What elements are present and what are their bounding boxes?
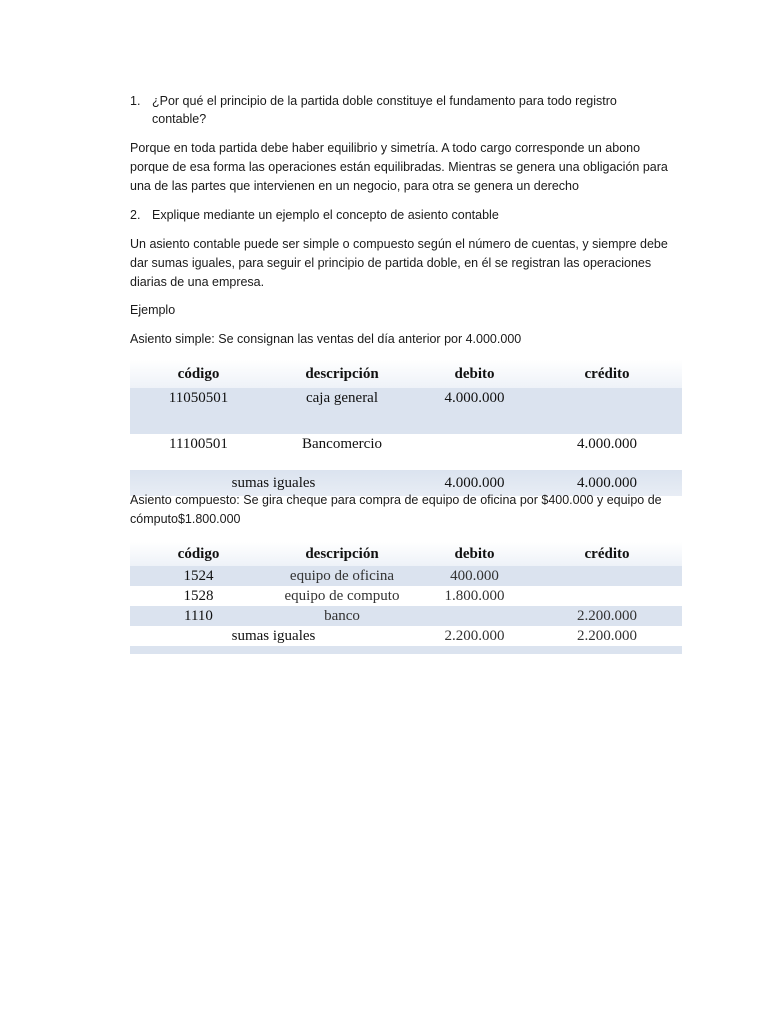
- row-spacer: [130, 460, 682, 470]
- cell-code: 11100501: [169, 436, 228, 452]
- table-footer-band: [130, 646, 682, 654]
- totals-row: [130, 626, 682, 646]
- cell-description: caja general: [305, 390, 379, 406]
- table-row: [130, 606, 682, 626]
- table-header-row: [130, 542, 682, 566]
- question-text: ¿Por qué el principio de la partida doble constituye el fundamento para todo registro contable?: [152, 94, 617, 126]
- header-description: descripción: [305, 545, 379, 562]
- question-2: [130, 206, 670, 224]
- totals-label: sumas iguales: [231, 474, 316, 491]
- header-debit: debito: [454, 365, 495, 382]
- table-row: [130, 586, 682, 606]
- table-row: [130, 388, 682, 420]
- answer-1: Porque en toda partida debe haber equilibrio y simetría. A todo cargo corresponde un abono porque de esa forma las operaciones están equilibradas. Mientras se genera una obligación para una de las partes que intervienen en un negocio, para otra se genera un derecho: [130, 141, 668, 193]
- example-label: Ejemplo: [130, 303, 176, 317]
- cell-description: equipo de oficina: [289, 567, 395, 584]
- table-header-row: [130, 360, 682, 388]
- table-row: [130, 434, 682, 460]
- totals-credit: 2.200.000: [577, 627, 637, 644]
- row-spacer: [130, 420, 682, 434]
- simple-entry-caption: Asiento simple: Se consignan las ventas del día anterior por 4.000.000: [130, 332, 522, 346]
- cell-debit: 1.800.000: [444, 587, 505, 604]
- cell-debit: [417, 434, 532, 460]
- header-credit: crédito: [584, 365, 630, 382]
- totals-credit: 4.000.000: [577, 474, 637, 491]
- simple-entry-table: [130, 360, 682, 496]
- cell-credit: [532, 566, 682, 586]
- cell-credit: [532, 388, 682, 420]
- cell-debit: [417, 606, 532, 626]
- header-code: código: [177, 545, 220, 562]
- cell-code: 1110: [184, 607, 213, 624]
- cell-code: 1524: [183, 567, 214, 584]
- cell-credit: 4.000.000: [577, 436, 637, 452]
- cell-credit: [532, 586, 682, 606]
- totals-debit: 2.200.000: [444, 627, 505, 644]
- cell-code: 11050501: [168, 390, 229, 406]
- question-number: 2.: [130, 208, 141, 222]
- cell-description: banco: [324, 607, 360, 624]
- totals-label: sumas iguales: [231, 627, 316, 644]
- cell-description: Bancomercio: [302, 436, 382, 452]
- cell-debit: 4.000.000: [444, 390, 505, 406]
- answer-2: Un asiento contable puede ser simple o compuesto según el número de cuentas, y siempre debe dar sumas iguales, para seguir el principio de partida doble, en él se registran las operaciones diarias de una empresa.: [130, 237, 668, 289]
- question-1: [130, 92, 670, 128]
- header-code: código: [177, 365, 220, 382]
- question-number: 1.: [130, 94, 141, 108]
- table-row: [130, 566, 682, 586]
- cell-debit: 400.000: [450, 567, 499, 584]
- compound-entry-table: [130, 542, 682, 654]
- header-description: descripción: [305, 365, 379, 382]
- header-debit: debito: [454, 545, 495, 562]
- totals-debit: 4.000.000: [444, 474, 505, 491]
- header-credit: crédito: [584, 545, 630, 562]
- cell-credit: 2.200.000: [577, 607, 637, 624]
- cell-code: 1528: [183, 587, 214, 604]
- compound-entry-caption: Asiento compuesto: Se gira cheque para compra de equipo de oficina por $400.000 y equipo de cómputo$1.800.000: [130, 493, 662, 526]
- cell-description: equipo de computo: [284, 587, 400, 604]
- question-text: Explique mediante un ejemplo el concepto de asiento contable: [152, 208, 499, 222]
